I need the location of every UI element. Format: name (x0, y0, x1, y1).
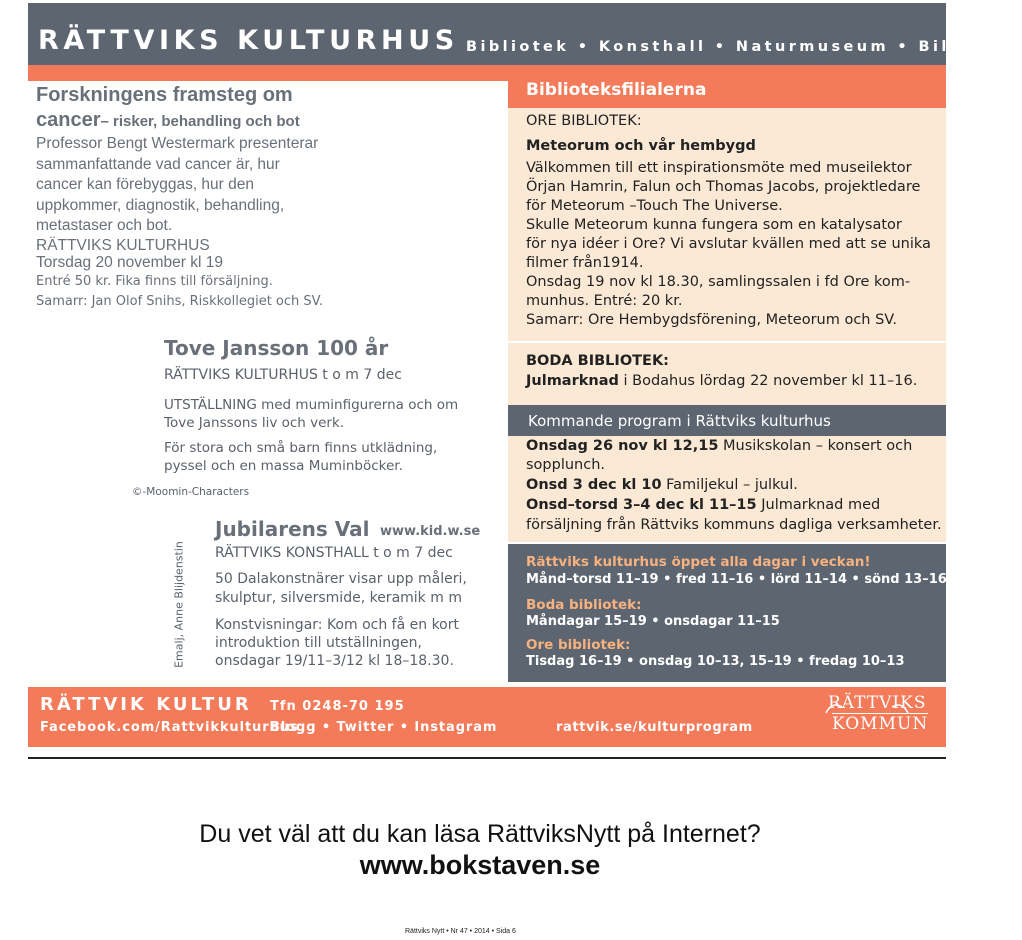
program-row (526, 477, 798, 493)
opening-hours (508, 544, 946, 682)
ore-line: Skulle Meteorum kunna fungera som en katalysator (526, 217, 902, 233)
ore-hours: Tisdag 16–19 • onsdag 10–13, 15–19 • fredag 10–13 (526, 654, 905, 669)
lecture-title-rest: – risker, behandling och bot (100, 113, 300, 130)
footer-social[interactable]: Blogg • Twitter • Instagram (270, 720, 498, 735)
program-row-date: Onsd–torsd 3–4 dec kl 11–15 (526, 497, 757, 513)
tove-title: Tove Jansson 100 år (164, 336, 389, 360)
jubilar-line: onsdagar 19/11–3/12 kl 18–18.30. (215, 653, 454, 669)
ore-title: Meteorum och vår hembygd (526, 138, 756, 154)
tove-line: UTSTÄLLNING med muminfigurerna och om (164, 397, 459, 413)
internet-url[interactable]: www.bokstaven.se (359, 850, 601, 880)
ore-line: munhus. Entré: 20 kr. (526, 293, 683, 309)
tove-line: Tove Janssons liv och verk. (164, 415, 345, 431)
jubilar-title: Jubilarens Val (215, 517, 370, 541)
lecture-line: Professor Bengt Westermark presenterar (36, 135, 319, 152)
lecture-line: sammanfattande vad cancer är, hur (36, 155, 280, 173)
libraries-body (508, 108, 946, 341)
jubilar-line: introduktion till utställningen, (215, 635, 422, 651)
program-row-date: Onsdag 26 nov kl 12,15 (526, 438, 719, 454)
tove-credit: ©-Moomin-Characters (132, 486, 250, 498)
program-row: sopplunch. (526, 457, 606, 473)
jubilar-venue: RÄTTVIKS KONSTHALL t o m 7 dec (215, 545, 453, 561)
jubilar-line: 50 Dalakonstnärer visar upp måleri, (215, 571, 467, 587)
program-row: försäljning från Rättviks kommuns dagliga verksamheter. (526, 517, 942, 533)
lecture-title-cancer: cancer (36, 109, 101, 131)
jubilar-description-2 (215, 616, 459, 670)
ore-line: filmer från1914. (526, 255, 644, 271)
boda-library (508, 343, 946, 405)
boda-event-title: Julmarknad (526, 373, 619, 389)
ore-line: Samarr: Ore Hembygdsförening, Meteorum och SV. (526, 312, 897, 328)
lecture-date: Torsdag 20 november kl 19 (36, 254, 223, 271)
program-row-text: Musikskolan – konsert och (718, 438, 913, 454)
open-times: Månd–torsd 11–19 • fred 11–16 • lörd 11–14 • sönd 13–16 (526, 572, 947, 587)
libraries-title: Biblioteksfilialerna (526, 80, 707, 100)
boda-hours-head: Boda bibliotek: (526, 597, 642, 613)
logo-text-top: RÄTTVIKS (828, 693, 927, 713)
header-banner (28, 3, 1022, 65)
open-head: Rättviks kulturhus öppet alla dagar i veckan! (526, 554, 871, 570)
program-row-date: Onsd 3 dec kl 10 (526, 477, 662, 493)
divider (28, 757, 946, 759)
boda-event-rest: i Bodahus lördag 22 november kl 11–16. (618, 373, 918, 389)
program-header (508, 405, 946, 436)
brand-title: RÄTTVIKS KULTURHUS (38, 25, 459, 56)
jubilar-web: www.kid.w.se (380, 524, 481, 539)
footer-web[interactable]: rattvik.se/kulturprogram (556, 720, 753, 735)
libraries-header (508, 72, 946, 108)
boda-label: BODA BIBLIOTEK: (526, 353, 669, 369)
internet-notice: Du vet väl att du kan läsa RättviksNytt på Internet? (199, 820, 761, 848)
program-row (526, 438, 912, 454)
boda-hours: Måndagar 15–19 • onsdagar 11–15 (526, 614, 780, 629)
program-row (526, 497, 880, 513)
tove-line: pyssel och en massa Muminböcker. (164, 458, 403, 474)
footer-facebook[interactable]: Facebook.com/Rattvikkulturhus (40, 720, 299, 735)
ore-line: Örjan Hamrin, Falun och Thomas Jacobs, projektledare (526, 179, 921, 195)
lecture-partner: Samarr: Jan Olof Snihs, Riskkollegiet och SV. (36, 294, 324, 309)
program-row-text: Julmarknad med (756, 497, 881, 513)
jubilar-description (215, 570, 467, 608)
lecture-description (36, 134, 318, 237)
ore-line: Välkommen till ett inspirationsmöte med museilektor (526, 160, 912, 176)
lecture-entry: Entré 50 kr. Fika finns till försäljning. (36, 274, 273, 289)
tove-description-2 (164, 439, 437, 475)
lecture-venue: RÄTTVIKS KULTURHUS (36, 237, 210, 254)
footer-band (28, 687, 946, 747)
lecture-title-line2 (36, 109, 300, 132)
tove-line: För stora och små barn finns utklädning, (164, 440, 438, 456)
ore-description (526, 159, 931, 330)
brand-subtitle: Bibliotek • Konsthall • Naturmuseum • Bildarkiv (466, 39, 1022, 55)
artist-credit-vertical: Emalj, Anne Blijdenstin (172, 541, 186, 668)
jubilar-line: skulptur, silversmide, keramik m m (215, 590, 462, 606)
footer-phone: Tfn 0248-70 195 (270, 699, 405, 714)
lecture-line: uppkommer, diagnostik, behandling, (36, 196, 285, 214)
ore-line: för Meteorum –Touch The Universe. (526, 198, 783, 214)
ore-label: ORE BIBLIOTEK: (526, 113, 642, 129)
program-body (508, 436, 946, 542)
rattviks-kommun-logo (812, 693, 929, 739)
boda-event (526, 373, 917, 389)
ore-line: Onsdag 19 nov kl 18.30, samlingssalen i fd Ore kom- (526, 274, 911, 290)
ore-line: för nya idéer i Ore? Vi avslutar kvällen med att se unika (526, 236, 931, 252)
logo-text-bottom: KOMMUN (832, 714, 929, 734)
ore-hours-head: Ore bibliotek: (526, 637, 631, 653)
tove-venue: RÄTTVIKS KULTURHUS t o m 7 dec (164, 367, 402, 383)
lecture-line: metastaser och bot. (36, 217, 173, 234)
lecture-title-line1: Forskningens framsteg om (36, 84, 293, 106)
program-title: Kommande program i Rättviks kulturhus (528, 412, 831, 430)
footer-name: RÄTTVIK KULTUR (40, 694, 252, 715)
page-footer: Rättviks Nytt • Nr 47 • 2014 • Sida 6 (405, 928, 516, 935)
tove-description (164, 396, 458, 432)
program-row-text: Familjekul – julkul. (661, 477, 798, 493)
lecture-line: cancer kan förebyggas, hur den (36, 176, 254, 193)
jubilar-line: Konstvisningar: Kom och få en kort (215, 617, 459, 633)
